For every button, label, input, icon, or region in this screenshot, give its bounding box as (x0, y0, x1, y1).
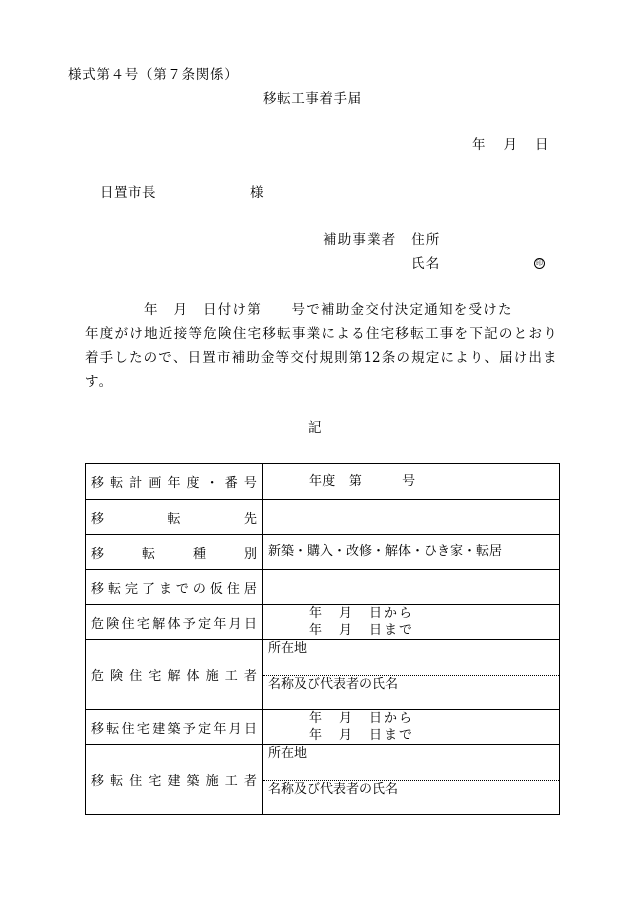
justified-char: 移 (395, 326, 409, 342)
justified-char: 移 (91, 774, 105, 789)
justified-char: 転 (277, 326, 291, 342)
body-line: す。 (85, 374, 114, 390)
justified-char: 、 (172, 350, 187, 366)
justified-char: に (440, 350, 454, 366)
justified-char: 移 (262, 326, 276, 342)
table-row (86, 744, 559, 814)
justified-char: 住 (121, 616, 135, 632)
justified-char: 規 (319, 350, 333, 366)
note-heading: 記 (308, 420, 322, 436)
justified-char: で (175, 581, 189, 597)
row-label (91, 613, 257, 632)
justified-char: 険 (218, 326, 232, 342)
justified-char: 種 (192, 546, 206, 562)
justified-char: 事 (439, 326, 454, 342)
representative-label: 名称及び代表者の氏名 (268, 782, 399, 797)
justified-char: 助 (246, 350, 260, 366)
row-label-cell (86, 640, 263, 709)
addressee-honorific: 様 (250, 185, 264, 201)
justified-char: 定 (425, 350, 440, 366)
justified-char: 別 (243, 546, 257, 562)
justified-char: 転 (167, 511, 181, 527)
location-label: 所在地 (263, 640, 559, 676)
justified-char: 届 (499, 350, 513, 366)
justified-char: 険 (110, 669, 124, 684)
justified-char: 事 (291, 326, 306, 342)
justified-char: 置 (202, 350, 216, 366)
justified-char: 居 (243, 581, 257, 597)
table-row (86, 464, 559, 499)
body-line (85, 346, 557, 370)
justified-char: よ (455, 350, 469, 366)
justified-char: 解 (167, 669, 181, 684)
justified-char: 条 (381, 350, 396, 366)
justified-char: 等 (275, 350, 290, 366)
document-title: 移転工事着手届 (263, 91, 362, 107)
row-label-cell (86, 570, 263, 604)
justified-char: よ (336, 326, 350, 342)
justified-char: 着 (85, 350, 99, 366)
justified-char: 等 (188, 326, 202, 342)
destination-field (263, 500, 559, 534)
applicant-name-label: 氏名 (411, 256, 441, 272)
justified-char: が (114, 326, 129, 342)
date-from: 年 月 日から (309, 711, 415, 726)
plan-year-number-field: 年度 第 号 (309, 473, 416, 489)
justified-char: 工 (224, 774, 238, 789)
location-label: 所在地 (263, 745, 559, 781)
justified-char: 宅 (247, 326, 262, 342)
row-label (91, 508, 257, 527)
justified-char: 転 (141, 546, 155, 562)
justified-char: の (143, 350, 158, 366)
body-line (85, 322, 557, 346)
justified-char: 定 (198, 616, 212, 632)
justified-char: 予 (182, 616, 196, 632)
justified-char: 宅 (148, 669, 162, 684)
row-label (91, 543, 257, 562)
justified-char: 移 (91, 511, 105, 527)
justified-char: 住 (365, 326, 380, 342)
justified-char: 住 (129, 669, 143, 684)
justified-char: 年 (213, 721, 227, 737)
justified-char: ・ (205, 476, 219, 491)
justified-char: 日 (187, 350, 202, 366)
justified-char: 移 (91, 476, 105, 491)
row-label (91, 472, 257, 491)
justified-char: 業 (306, 326, 321, 342)
body-text (85, 298, 557, 394)
justified-char: ま (158, 581, 172, 597)
justified-char: 日 (243, 616, 257, 632)
justified-char: 解 (152, 616, 166, 632)
justified-char: に (321, 326, 335, 342)
table-row (86, 534, 559, 569)
representative-label: 名称及び代表者の氏名 (268, 677, 399, 692)
date-to: 年 月 日まで (309, 623, 415, 638)
justified-char: 体 (167, 616, 181, 632)
justified-char: で (158, 350, 172, 366)
row-label-cell (86, 605, 263, 639)
date-line: 年 月 日 (472, 137, 551, 153)
justified-char: 度 (99, 326, 114, 342)
justified-char: 施 (205, 774, 219, 789)
justified-char: 交 (290, 350, 304, 366)
construction-contractor-field (263, 745, 559, 814)
row-label-cell (86, 535, 263, 569)
row-label-cell (86, 500, 263, 534)
justified-char: 宅 (136, 616, 150, 632)
justified-char: 建 (167, 774, 181, 789)
justified-char: 付 (304, 350, 319, 366)
justified-char: 接 (173, 326, 188, 342)
justified-char: 下 (469, 326, 483, 342)
justified-char: 移 (91, 546, 105, 562)
justified-char: 仮 (209, 581, 223, 597)
justified-char: 移 (91, 581, 105, 597)
justified-char: 者 (243, 669, 257, 684)
justified-char: 月 (228, 616, 242, 632)
justified-char: 転 (110, 476, 124, 491)
justified-char: 地 (144, 326, 158, 342)
form-number: 様式第４号（第７条関係） (68, 67, 239, 83)
row-label-cell (86, 745, 263, 814)
relocation-type-options: 新築・購入・改修・解体・ひき家・転居 (268, 544, 503, 559)
justified-char: 転 (106, 721, 120, 737)
justified-char: 金 (260, 350, 275, 366)
table-row (86, 639, 559, 709)
justified-char: た (128, 350, 143, 366)
justified-char: り (469, 350, 484, 366)
seal-mark: 印 (536, 259, 543, 267)
justified-char: 転 (410, 326, 424, 342)
justified-char: 補 (231, 350, 246, 366)
justified-char: 規 (411, 350, 425, 366)
row-label (91, 578, 257, 597)
justified-char: 住 (129, 774, 143, 789)
justified-char: 記 (484, 326, 498, 342)
justified-char: 則 (334, 350, 348, 366)
construction-date-field (263, 710, 559, 744)
justified-char: と (513, 326, 528, 342)
justified-char: 施 (205, 669, 219, 684)
justified-char: 危 (91, 669, 105, 684)
justified-char: し (114, 350, 128, 366)
applicant-address-label: 補助事業者 住所 (323, 232, 441, 248)
row-label (91, 718, 257, 737)
justified-char: 先 (243, 511, 257, 527)
justified-char: 築 (186, 774, 200, 789)
row-label-cell (86, 710, 263, 744)
justified-char: 予 (182, 721, 196, 737)
justified-char: 近 (158, 326, 173, 342)
justified-char: 築 (167, 721, 181, 737)
justified-char: 番 (224, 476, 238, 491)
justified-char: り (543, 326, 557, 342)
justified-char: 険 (106, 616, 120, 632)
justified-char: 計 (129, 476, 143, 491)
justified-char: 工 (224, 669, 238, 684)
demolition-contractor-field (263, 640, 559, 709)
justified-char: 月 (228, 721, 242, 737)
justified-char: 定 (198, 721, 212, 737)
justified-char: 、 (484, 350, 498, 366)
justified-char: 危 (203, 326, 217, 342)
justified-char: 建 (152, 721, 166, 737)
justified-char: 年 (85, 326, 99, 342)
justified-char: 住 (226, 581, 240, 597)
form-table (85, 463, 560, 815)
justified-char: 日 (243, 721, 257, 737)
table-row (86, 569, 559, 604)
justified-char: 宅 (136, 721, 150, 737)
addressee-name: 日置市長 (100, 185, 156, 201)
justified-char: 画 (148, 476, 162, 491)
justified-char: 転 (107, 581, 121, 597)
justified-char: け (129, 326, 143, 342)
justified-char: 宅 (380, 326, 395, 342)
justified-char: 出 (528, 350, 542, 366)
justified-char: る (351, 326, 365, 342)
table-row (86, 499, 559, 534)
justified-char: 度 (186, 476, 200, 491)
table-row (86, 709, 559, 744)
row-label (91, 665, 257, 684)
justified-char: の (498, 326, 513, 342)
justified-char: け (513, 350, 528, 366)
justified-char: お (528, 326, 542, 342)
justified-char: 年 (167, 476, 181, 491)
justified-char: 移 (91, 721, 105, 737)
justified-char: 了 (141, 581, 155, 597)
justified-char: 完 (124, 581, 138, 597)
justified-char: 年 (213, 616, 227, 632)
row-label (91, 770, 257, 789)
table-row (86, 604, 559, 639)
demolition-date-field (263, 605, 559, 639)
justified-char: 危 (91, 616, 105, 632)
date-from: 年 月 日から (309, 606, 415, 621)
justified-char: 住 (121, 721, 135, 737)
justified-char: 体 (186, 669, 200, 684)
justified-char: 市 (216, 350, 231, 366)
justified-char: を (454, 326, 469, 342)
justified-char: の (192, 581, 206, 597)
justified-char: 号 (243, 476, 257, 491)
justified-char: 第 (348, 350, 363, 366)
justified-char: の (396, 350, 410, 366)
justified-char: 者 (243, 774, 257, 789)
temporary-residence-field (263, 570, 559, 604)
justified-char: 手 (99, 350, 114, 366)
justified-char: 住 (232, 326, 247, 342)
row-label-cell (86, 464, 263, 499)
justified-char: ま (543, 350, 557, 366)
date-to: 年 月 日まで (309, 728, 415, 743)
justified-char: 12 (363, 350, 381, 366)
body-line: 年 月 日付け第 号で補助金交付決定通知を受けた (85, 302, 513, 318)
justified-char: 転 (110, 774, 124, 789)
justified-char: 宅 (148, 774, 162, 789)
justified-char: 工 (424, 326, 439, 342)
